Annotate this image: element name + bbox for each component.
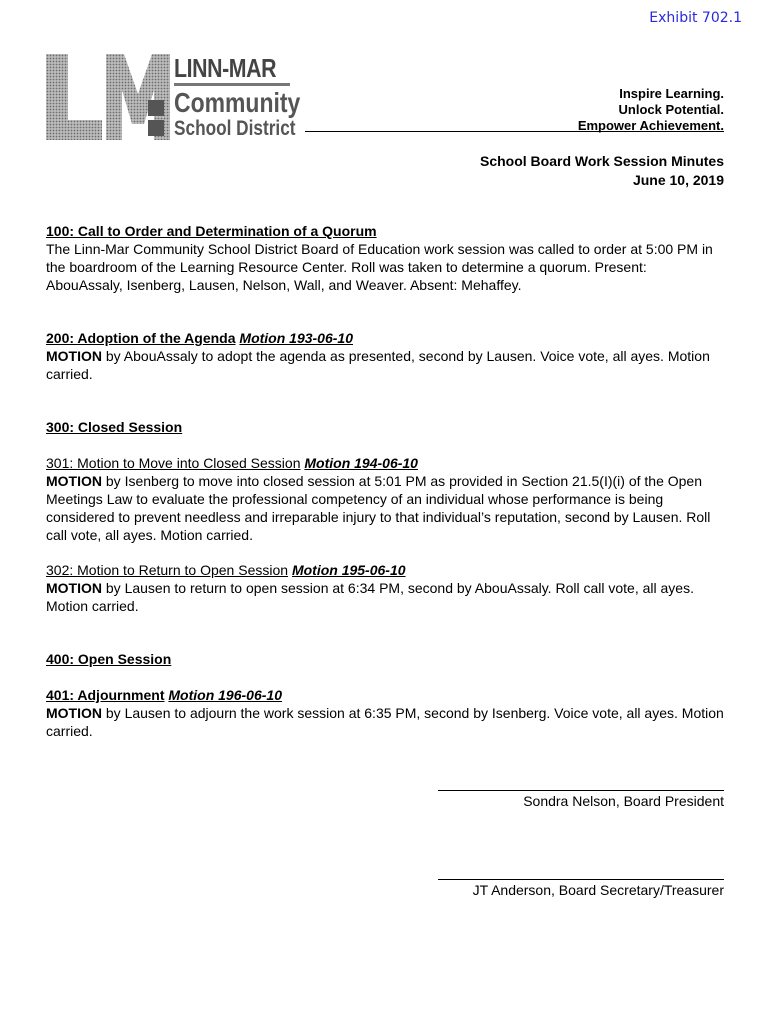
motion-number: Motion 195-06-10: [291, 562, 406, 578]
title-date: June 10, 2019: [632, 172, 724, 188]
logo-line-school-district: School District: [174, 117, 296, 140]
section-title: 400: Open Session: [46, 651, 172, 667]
section-title: 300: Closed Session: [46, 419, 183, 435]
logo-line-linn-mar: LINN-MAR: [174, 53, 277, 83]
district-logo: [46, 54, 306, 140]
section-200: [46, 329, 726, 383]
section-title: 200: Adoption of the Agenda: [46, 330, 236, 346]
signature-name: JT Anderson, Board Secretary/Treasurer: [472, 882, 724, 898]
section-301: [46, 454, 726, 544]
section-302: [46, 561, 726, 615]
motion-text: by Lausen to return to open session at 6:34 PM, second by AbouAssaly. Roll call vote, all ayes. Motion carried.: [46, 580, 694, 614]
subsection-title: 301: Motion to Move into Closed Session: [46, 455, 301, 471]
signature-line: [438, 879, 724, 880]
logo-line-community: Community: [174, 87, 301, 118]
motion-number: Motion 194-06-10: [304, 455, 418, 471]
motion-keyword: MOTION: [46, 580, 102, 596]
motion-keyword: MOTION: [46, 473, 102, 489]
section-400: [46, 650, 726, 668]
slogan: [578, 86, 724, 134]
section-body: The Linn-Mar Community School District Board of Education work session was called to order at 5:00 PM in the boardroom of the Learning Resource Center. Roll was taken to determine a quorum. Present: AbouAssaly, Isenberg, Lausen, Nelson, Wall, and Weaver. Absent: Mehaffey.: [46, 241, 713, 293]
exhibit-label: Exhibit 702.1: [649, 10, 742, 26]
logo-divider: [174, 83, 290, 86]
subsection-title: 302: Motion to Return to Open Session: [46, 562, 289, 578]
motion-number: Motion 196-06-10: [168, 687, 282, 703]
slogan-line: Empower Achievement.: [577, 118, 724, 133]
signature-president: [438, 790, 724, 809]
motion-keyword: MOTION: [46, 705, 102, 721]
signature-secretary: [438, 879, 724, 898]
title-text: School Board Work Session Minutes: [479, 153, 724, 169]
section-100: [46, 222, 726, 294]
motion-text: by Isenberg to move into closed session at 5:01 PM as provided in Section 21.5(I)(i) of the Open Meetings Law to evaluate the professional competency of an individual whose performance is being considered to prevent needless and irreparable injury to that individual’s reputation, second by Lausen. Roll call vote, all ayes. Motion carried.: [46, 473, 711, 543]
signature-name: Sondra Nelson, Board President: [523, 793, 724, 809]
motion-keyword: MOTION: [46, 348, 102, 364]
motion-text: by Lausen to adjourn the work session at 6:35 PM, second by Isenberg. Voice vote, all ayes. Motion carried.: [46, 705, 724, 739]
document-title: [480, 152, 724, 190]
motion-text: by AbouAssaly to adopt the agenda as presented, second by Lausen. Voice vote, all ayes. Motion carried.: [46, 348, 710, 382]
section-300: [46, 418, 726, 436]
section-401: [46, 686, 726, 740]
slogan-line: Unlock Potential.: [618, 102, 724, 117]
slogan-line: Inspire Learning.: [619, 86, 724, 101]
motion-number: Motion 193-06-10: [239, 330, 353, 346]
signature-line: [438, 790, 724, 791]
section-title: 100: Call to Order and Determination of a Quorum: [46, 223, 377, 239]
subsection-title: 401: Adjournment: [46, 687, 165, 703]
header-rule: [305, 131, 724, 132]
lm-logo-mark: [46, 54, 170, 140]
